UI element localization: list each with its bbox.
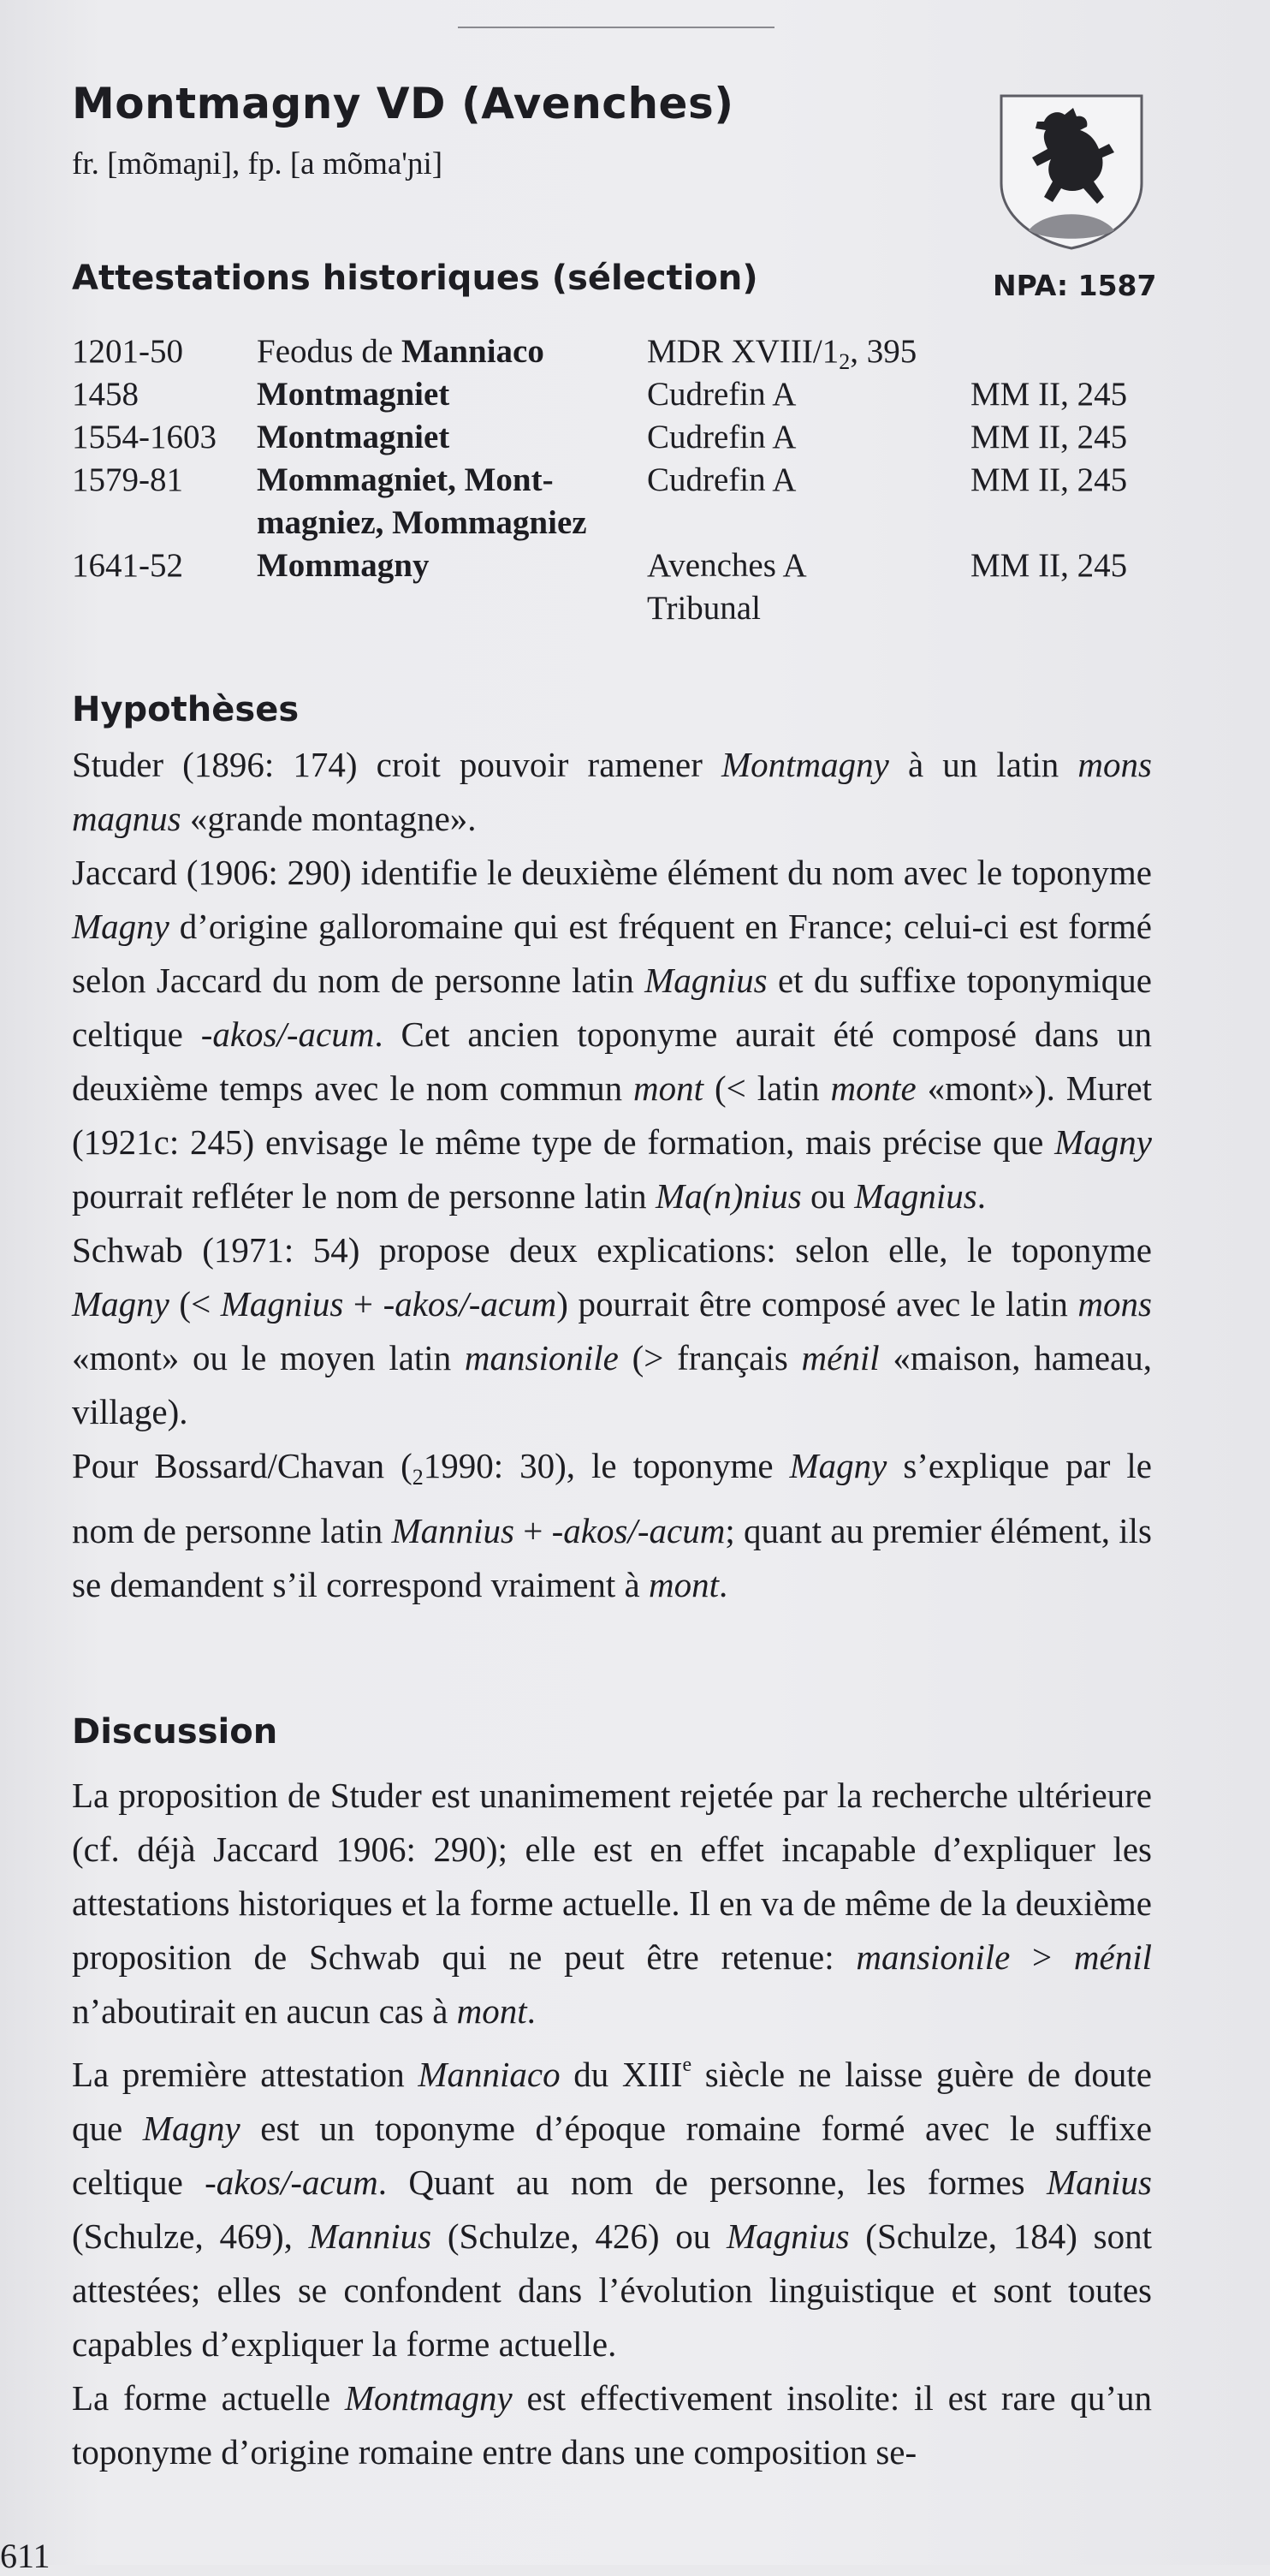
hypotheses-heading: Hypothèses <box>72 690 300 729</box>
attestation-form: Montmagniet <box>257 376 450 413</box>
italic-term: mont <box>456 1991 527 2031</box>
italic-term: Magny <box>142 2109 240 2148</box>
text-run: Jaccard (1906: 290) identifie le deuxième élément du nom avec le toponyme <box>72 853 1152 892</box>
text-run: > <box>1010 1937 1074 1977</box>
text-run: . <box>976 1176 986 1216</box>
text-run: . <box>526 1991 536 2031</box>
attestation-date: 1201-50 <box>72 333 183 370</box>
text-run: ; quant au premier élément, ils se demandent s’il correspond vraiment à <box>72 1511 1153 1604</box>
text-run: (Schulze, 469), <box>72 2216 309 2256</box>
italic-term: -akos/-acum <box>200 1014 375 1054</box>
text-run: . <box>719 1565 728 1604</box>
text-run: «grande montagne». <box>181 799 477 838</box>
italic-term: ménil <box>801 1338 880 1377</box>
text-run: «mont»). Muret (1921c: 245) envisage le même type de formation, mais précise que <box>72 1068 1152 1162</box>
italic-term: Mannius <box>391 1511 514 1550</box>
text-run: Studer (1896: 174) croit pouvoir ramener <box>72 745 721 784</box>
text-run: 1990: 30), le toponyme <box>423 1446 790 1485</box>
attestation-form: Mommagniet, Mont- <box>257 461 554 498</box>
text-run: et du suffixe toponymique celtique <box>72 961 1152 1054</box>
italic-term: Magnius <box>854 1176 977 1216</box>
italic-term: Manniaco <box>418 2055 561 2094</box>
attestation-reference: MM II, 245 <box>970 547 1128 584</box>
attestation-reference: MM II, 245 <box>970 376 1128 413</box>
italic-term: mansionile <box>856 1937 1011 1977</box>
text-run: Schwab (1971: 54) propose deux explications: selon elle, le toponyme <box>72 1230 1152 1270</box>
text-run: du XIII <box>560 2055 683 2094</box>
italic-term: ménil <box>1073 1937 1152 1977</box>
text-run: n’aboutirait en aucun cas à <box>72 1991 457 2031</box>
text-run: «mont» ou le moyen latin <box>72 1338 465 1377</box>
text-run: pourrait refléter le nom de personne latin <box>72 1176 656 1216</box>
attestation-date: 1641-52 <box>72 547 183 584</box>
attestation-reference: MM II, 245 <box>970 419 1128 455</box>
source-page: , 395 <box>850 333 917 370</box>
paragraph <box>72 1223 1152 1439</box>
paragraph <box>72 2371 1152 2479</box>
italic-term: Magnius <box>644 961 768 1000</box>
attestation-date: 1458 <box>72 376 139 413</box>
hypotheses-text <box>72 738 1152 1612</box>
top-rule <box>458 27 774 28</box>
attestation-form <box>257 330 544 373</box>
text-run: . Cet ancien toponyme aurait été composé dans un deuxième temps avec le nom commun <box>72 1014 1152 1108</box>
italic-term: -akos/-acum <box>551 1511 726 1550</box>
italic-term: mont <box>649 1565 719 1604</box>
form-prefix: Feodus de <box>257 333 401 370</box>
text-run: est effectivement insolite: il est rare qu’un toponyme d’origine romaine entre dans une composition se- <box>72 2378 1152 2472</box>
italic-term: Magny <box>72 907 169 946</box>
source-name: MDR XVIII/1 <box>647 333 840 370</box>
attestation-form-continued: magniez, Mommagniez <box>257 504 587 541</box>
paragraph <box>72 2038 1152 2371</box>
attestation-source-continued: Tribunal <box>647 590 761 627</box>
text-run: + <box>514 1511 552 1550</box>
italic-term: monte <box>830 1068 917 1108</box>
attestation-reference: MM II, 245 <box>970 461 1128 498</box>
italic-term: -akos/-acum <box>205 2163 378 2202</box>
paragraph <box>72 846 1152 1223</box>
italic-term: Magny <box>1054 1122 1152 1162</box>
form-name: Manniaco <box>401 333 544 370</box>
text-run: La première attestation <box>72 2055 418 2094</box>
edition-subscript: 2 <box>412 1465 424 1490</box>
attestation-source: Cudrefin A <box>647 461 797 498</box>
text-run: s’explique par le nom de personne latin <box>72 1446 1152 1550</box>
table-row <box>72 330 1184 373</box>
text-run: (Schulze, 184) sont attestées; elles se confondent dans l’évolution linguistique et sont toutes capables d’expliquer la forme actuelle. <box>72 2216 1153 2364</box>
italic-term: Magny <box>789 1446 887 1485</box>
attestation-date: 1579-81 <box>72 461 183 498</box>
text-run: est un toponyme d’époque romaine formé avec le suffixe celtique <box>72 2109 1153 2202</box>
npa-code: NPA: 1587 <box>993 269 1157 302</box>
page-number: 611 <box>0 2537 50 2575</box>
italic-term: Magnius <box>220 1284 344 1324</box>
attestation-form: Mommagny <box>257 547 430 584</box>
attestation-source: Cudrefin A <box>647 376 797 413</box>
attestations-table <box>72 330 1184 630</box>
text-run: à un latin <box>888 745 1078 784</box>
italic-term: Montmagny <box>344 2378 513 2418</box>
text-run: siècle ne laisse guère de doute que <box>72 2055 1152 2148</box>
italic-term: mons <box>1077 1284 1152 1324</box>
text-run: La proposition de Studer est unanimement rejetée par la recherche ultérieure (cf. déjà Jaccard 1906: 290); elle est en effet incapable d’expliquer les attestations historiques et la forme actuelle. Il en va de même de la deuxième proposition de Schwab qui ne peut être retenue: <box>72 1776 1152 1977</box>
italic-term: Manius <box>1047 2163 1152 2202</box>
italic-term: Magnius <box>727 2216 850 2256</box>
attestation-source: Avenches A <box>647 547 807 584</box>
italic-term: mansionile <box>464 1338 619 1377</box>
discussion-heading: Discussion <box>72 1712 278 1752</box>
text-run: ) pourrait être composé avec le latin <box>556 1284 1078 1324</box>
source-subscript: 2 <box>839 349 851 374</box>
discussion-text <box>72 1769 1152 2479</box>
page-title: Montmagny VD (Avenches) <box>72 79 734 128</box>
attestation-form: Montmagniet <box>257 419 450 455</box>
text-run: (< latin <box>703 1068 831 1108</box>
italic-term: mons magnus <box>72 745 1152 838</box>
text-run: + <box>343 1284 383 1324</box>
italic-term: Magny <box>72 1284 169 1324</box>
table-row <box>72 459 1184 544</box>
coat-of-arms-icon <box>994 89 1148 252</box>
text-run: (< <box>169 1284 221 1324</box>
italic-term: Mannius <box>308 2216 432 2256</box>
paragraph <box>72 738 1152 846</box>
italic-term: Montmagny <box>721 745 889 784</box>
text-run: Pour Bossard/Chavan ( <box>72 1446 412 1485</box>
paragraph <box>72 1439 1152 1612</box>
italic-term: Ma(n)nius <box>655 1176 802 1216</box>
text-run: ou <box>801 1176 855 1216</box>
pronunciation: fr. [mõmaɲi], fp. [a mõma'ɲi] <box>72 146 443 181</box>
text-run: «maison, hameau, village). <box>72 1338 1152 1431</box>
text-run: d’origine galloromaine qui est fréquent en France; celui-ci est formé selon Jaccard du nom de personne latin <box>72 907 1152 1000</box>
text-run: (> français <box>618 1338 802 1377</box>
text-run: . Quant au nom de personne, les formes <box>377 2163 1047 2202</box>
text-run: La forme actuelle <box>72 2378 345 2418</box>
table-row <box>72 416 1184 459</box>
attestations-heading: Attestations historiques (sélection) <box>72 259 758 298</box>
attestation-source: Cudrefin A <box>647 419 797 455</box>
italic-term: -akos/-acum <box>383 1284 557 1324</box>
table-row <box>72 373 1184 416</box>
table-row <box>72 544 1184 630</box>
italic-term: mont <box>633 1068 704 1108</box>
superscript: e <box>682 2054 692 2076</box>
attestation-date: 1554-1603 <box>72 419 217 455</box>
paragraph <box>72 1769 1152 2038</box>
text-run: (Schulze, 426) ou <box>431 2216 727 2256</box>
